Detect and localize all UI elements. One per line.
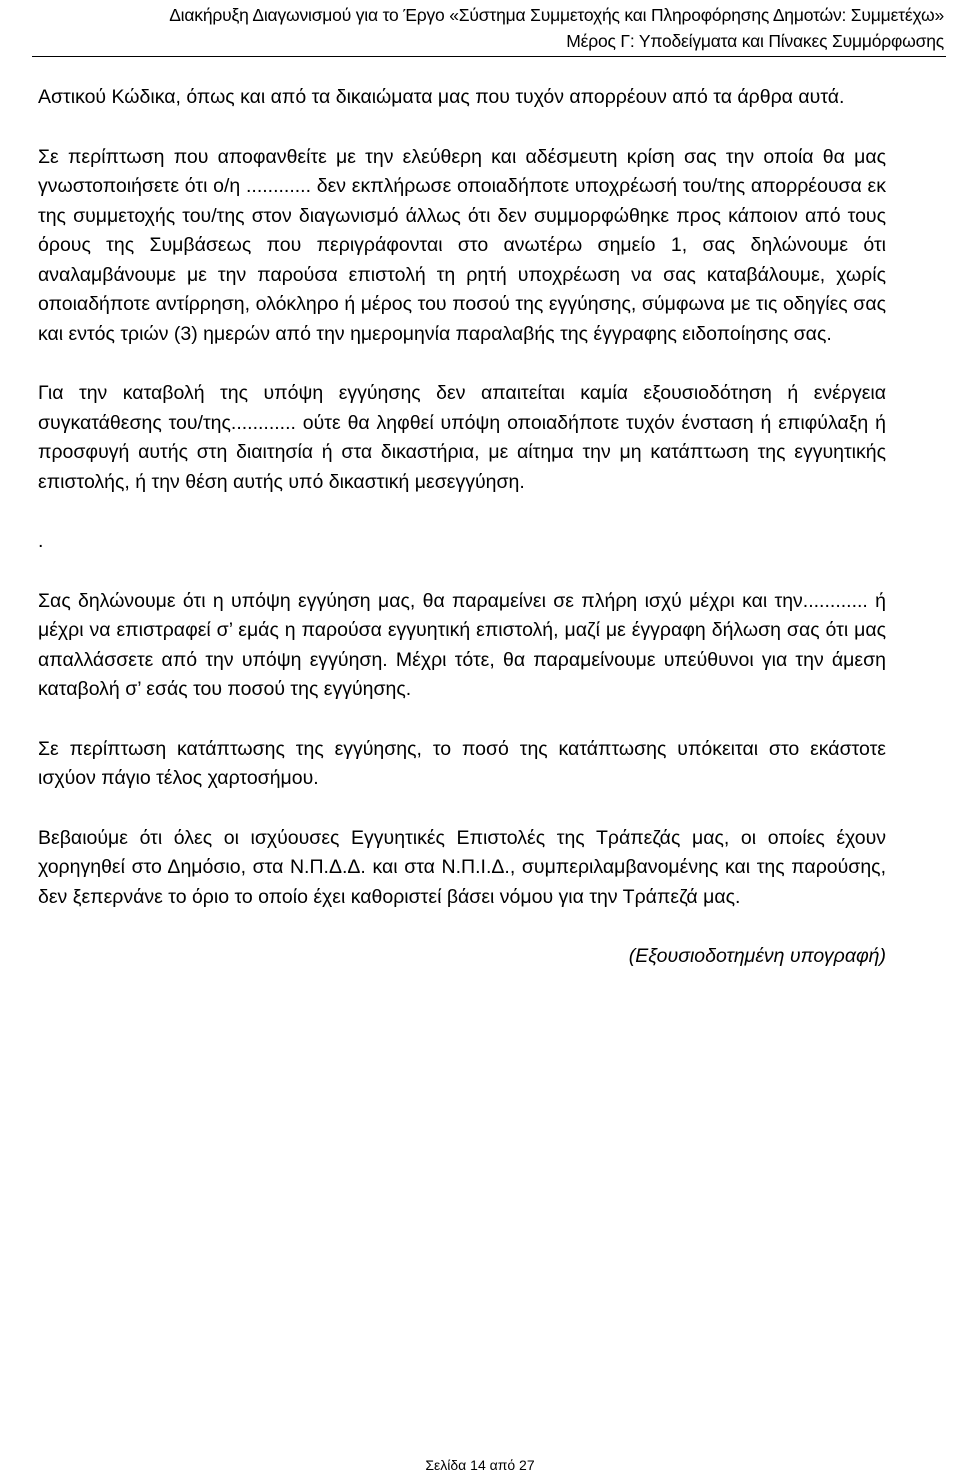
document-body [38,83,886,1002]
paragraph-stamp-duty: Σε περίπτωση κατάπτωσης της εγγύησης, το ποσό της κατάπτωσης υπόκειται στο εκάστοτε ισχύον πάγιο τέλος χαρτοσήμου. [38,737,886,789]
header-section-title: Μέρος Γ: Υποδείγματα και Πίνακες Συμμόρφωσης [566,31,944,51]
paragraph-bank-limit: Βεβαιούμε ότι όλες οι ισχύουσες Εγγυητικές Επιστολές της Τράπεζάς μας, οι οποίες έχουν χορηγηθεί στο Δημόσιο, στα Ν.Π.Δ.Δ. και στα Ν.Π.Ι.Δ., συμπεριλαμβανομένης και της παρούσης, δεν ξεπερνάνε το όριο το οποίο έχει καθοριστεί βάσει νόμου για την Τράπεζά μας. [38,826,886,908]
page-number: Σελίδα 14 από 27 [425,1457,535,1473]
header-divider [32,56,946,57]
paragraph-no-consent-required: Για την καταβολή της υπόψη εγγύησης δεν απαιτείται καμία εξουσιοδότηση ή ενέργεια συγκατάθεσης του/της............ ούτε θα ληφθεί υπόψη οποιαδήποτε τυχόν ένσταση ή επιφύλαξη ή προσφυγή αυτής στη διαιτησία ή στα δικαστήρια, με αίτημα την μη κατάπτωση της εγγυητικής επιστολής, ή την θέση αυτής υπό δικαστική μεσεγγύηση. [38,382,886,493]
paragraph-civil-code: Αστικού Κώδικα, όπως και από τα δικαιώματα μας που τυχόν απορρέουν από τα άρθρα αυτά. [38,86,845,108]
paragraph-payment-obligation: Σε περίπτωση που αποφανθείτε με την ελεύθερη και αδέσμευτη κρίση σας την οποία θα μας γνωστοποιήσετε ότι ο/η ............ δεν εκπλήρωσε οποιαδήποτε υποχρέωσή του/της απορρέουσα εκ της συμμετοχής του/της στον διαγωνισμό άλλως ότι δεν συμμορφώθηκε προς κάποιον από τους όρους της Συμβάσεως που περιγράφονται στο ανωτέρω σημείο 1, σας δηλώνουμε ότι αναλαμβάνουμε με την παρούσα επιστολή τη ρητή υποχρέωση να σας καταβάλουμε, χωρίς οποιαδήποτε αντίρρηση, ολόκληρο ή μέρος του ποσού της εγγύησης, σύμφωνα με τις οδηγίες σας και εντός τριών (3) ημερών από την ημερομηνία παραλαβής της έγγραφης ειδοποίησης σας. [38,145,886,345]
header-document-title: Διακήρυξη Διαγωνισμού για το Έργο «Σύστημα Συμμετοχής και Πληροφόρησης Δημοτών: Συμμετέχω» [169,5,944,25]
paragraph-validity: Σας δηλώνουμε ότι η υπόψη εγγύηση μας, θα παραμείνει σε πλήρη ισχύ μέχρι και την............ ή μέχρι να επιστραφεί σ’ εμάς η παρούσα εγγυητική επιστολή, μαζί με έγγραφη δήλωση σας ότι μας απαλλάσσετε από την υπόψη εγγύηση. Μέχρι τότε, θα παραμείνουμε υπεύθυνοι για την άμεση καταβολή σ’ εσάς του ποσού της εγγύησης. [38,589,886,700]
page-header [40,2,944,54]
authorized-signature: (Εξουσιοδοτημένη υπογραφή) [628,945,886,967]
paragraph-dot: . [38,530,44,552]
